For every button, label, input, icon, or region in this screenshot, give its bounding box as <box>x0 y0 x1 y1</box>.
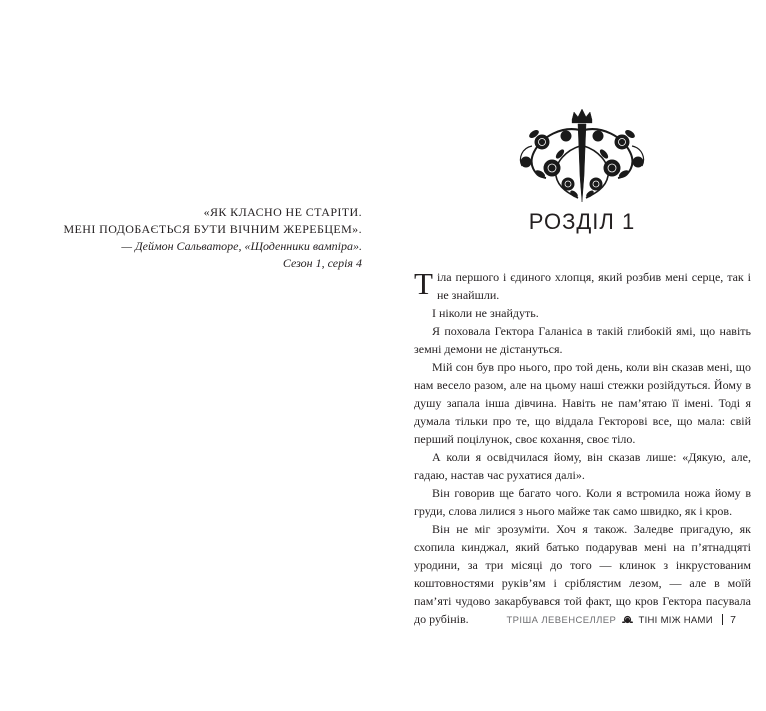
running-footer <box>470 614 736 626</box>
epigraph <box>30 204 362 272</box>
epigraph-source: Сезон 1, серія 4 <box>282 256 362 270</box>
paragraph-first-text: іла першого і єдиного хлопця, який розбив мені серце, так і не знайшли. <box>436 270 751 302</box>
paragraph-first <box>414 268 751 304</box>
epigraph-attribution: — Деймон Сальваторе, «Щоденники вампіра». <box>121 239 362 253</box>
paragraph: А коли я освідчилася йому, він сказав лише: «Дякую, але, гадаю, настав час рухатися далі». <box>414 450 751 482</box>
paragraph: Мій сон був про нього, про той день, коли він сказав мені, що нам весело разом, але на цьому наші стежки розійдуться. Йому в душу запала інша дівчина. Навіть не пам’ятаю її імені. Тоді я думала тільки про те, що віддала Гекторові все, що мала: свій перший поцілунок, своє кохання, своє тіло. <box>414 360 751 446</box>
paragraph: Він не міг зрозуміти. Хоч я також. Заледве пригадую, як схопила кинджал, який батько подарував мені на п’ятнадцяті уродини, за три місяці до того — клинок з інкрустованим коштовностями руків’ям і сріблястим лезом, — але в моїй пам’яті чудово закарбувався той факт, що кров Гектора пасувала до рубінів. <box>414 522 751 626</box>
paragraph: І ніколи не знайдуть. <box>432 306 539 320</box>
chapter-title: РОЗДІЛ 1 <box>528 209 636 234</box>
epigraph-line-2: МЕНІ ПОДОБАЄТЬСЯ БУТИ ВІЧНИМ ЖЕРЕБЦЕМ». <box>63 222 362 236</box>
epigraph-line-1: «ЯК КЛАСНО НЕ СТАРІТИ. <box>203 205 362 219</box>
crown-rose-ornament-icon <box>512 106 652 206</box>
footer-divider <box>722 614 723 625</box>
drop-cap: Т <box>414 266 433 301</box>
rose-icon <box>622 615 633 625</box>
page-number: 7 <box>730 614 736 626</box>
footer-book-title: ТІНІ МІЖ НАМИ <box>638 615 713 626</box>
paragraph: Він говорив ще багато чого. Коли я встромила ножа йому в груди, слова лилися з нього майже так само швидко, як і кров. <box>414 486 751 518</box>
chapter-body <box>414 268 751 628</box>
footer-author: ТРІША ЛЕВЕНСЕЛЛЕР <box>506 615 617 626</box>
paragraph: Я поховала Гектора Галаніса в такій глибокій ямі, що навіть земні демони не дістануться. <box>414 324 751 356</box>
